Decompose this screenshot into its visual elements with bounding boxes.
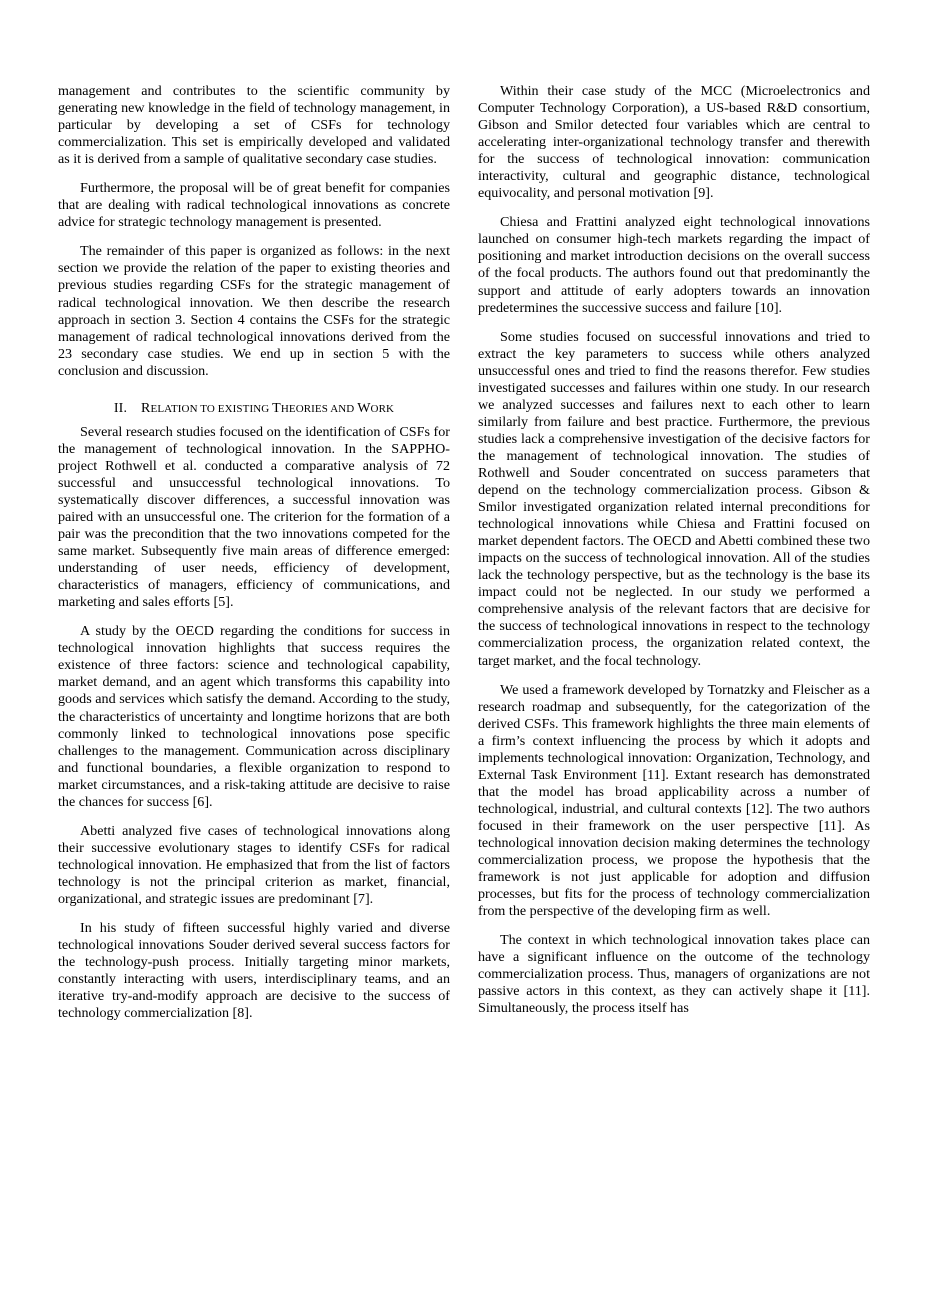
paragraph: Chiesa and Frattini analyzed eight technological innovations launched on consumer high-tech markets regarding the impact of positioning and market introduction decisions on the overall success of the focal products. The authors found out that predominantly the support and attitude of early adopters towards an innovation predetermines the successive success and failure [10]. (478, 214, 870, 316)
left-column (58, 83, 450, 1034)
paragraph: Several research studies focused on the identification of CSFs for the management of technological innovation. In the SAPPHO-project Rothwell et al. conducted a comparative analysis of 72 successful and unsuccessful technological innovations. To systematically discover differences, a successful innovation was paired with an unsuccessful one. The criterion for the formation of a pair was the precondition that the two innovations competed for the same market. Subsequently five main areas of difference emerged: understanding of user needs, efficiency of development, characteristics of managers, efficiency of communications, and marketing and sales efforts [5]. (58, 423, 450, 611)
heading-smallcaps: ORK (370, 402, 395, 415)
heading-cap: T (272, 400, 281, 416)
heading-smallcaps: HEORIES AND (280, 402, 358, 415)
section-number: II. (113, 400, 128, 416)
paragraph: The remainder of this paper is organized as follows: in the next section we provide the relation of the paper to existing theories and previous studies regarding CSFs for the strategic management of radical technological innovation. We then describe the research approach in section 3. Section 4 contains the CSFs for the strategic management of radical technological innovations derived from the 23 secondary case studies. We end up in section 5 with the conclusion and discussion. (58, 243, 450, 379)
right-column (478, 83, 870, 1029)
heading-cap: R (141, 400, 151, 416)
paragraph: Within their case study of the MCC (Microelectronics and Computer Technology Corporation), a US-based R&D consortium, Gibson and Smilor detected four variables which are central to accelerating inter-organizational technology transfer and therewith for the success of technological innovation: communication interactivity, cultural and geographic distance, technological equivocality, and personal motivation [9]. (478, 83, 870, 202)
paragraph: The context in which technological innovation takes place can have a significant influence on the outcome of the technology commercialization process. Thus, managers of organizations are not passive actors in this context, as they can actively shape it [11]. Simultaneously, the process itself has (478, 932, 870, 1017)
paragraph: Abetti analyzed five cases of technological innovations along their successive evolutionary stages to identify CSFs for radical technological innovation. He emphasized that from the list of factors technology is not the principal criterion as market, financial, organizational, and strategic issues are predominant [7]. (58, 822, 450, 907)
paragraph: management and contributes to the scientific community by generating new knowledge in the field of technology management, in particular by developing a set of CSFs for technology commercialization. This set is empirically developed and validated as it is derived from a sample of qualitative secondary case studies. (58, 83, 450, 168)
heading-smallcaps: ELATION TO EXISTING (150, 402, 273, 415)
section-heading (58, 400, 450, 418)
paragraph: Furthermore, the proposal will be of great benefit for companies that are dealing with radical technological innovations as concrete advice for strategic technology management is presented. (58, 180, 450, 231)
paragraph: Some studies focused on successful innovations and tried to extract the key parameters to success while others analyzed unsuccessful ones and tried to find the reasons therefor. Few studies investigated successes and failures within one study. In our research we analyzed successes and failures next to each other to learn similarly from failure and best practice. Furthermore, the previous studies lack a comprehensive investigation of the decisive factors for the management of technological innovation. The studies of Rothwell and Souder concentrated on success parameters that depend on the technology commercialization process. Gibson & Smilor investigated organization related internal preconditions for technological innovations while Chiesa and Frattini focused on market dependent factors. The OECD and Abetti combined these two impacts on the success of technological innovation. All of the studies lack the technology perspective, but as the technology is the base its impact could not be neglected. In our study we performed a comprehensive analysis of the relevant factors that are decisive for the success of technological innovations in respect to the technology commercialization process, the organization related context, the target market, and the focal technology. (478, 328, 870, 669)
heading-cap: W (357, 400, 371, 416)
paragraph: A study by the OECD regarding the conditions for success in technological innovation highlights that success requires the existence of three factors: science and technological capability, market demand, and an agent which transforms this capability into goods and services which satisfy the demand. According to the study, the characteristics of uncertainty and longtime horizons that are both commonly linked to technological innovations pose specific challenges to the management. Communication across disciplinary and functional boundaries, a flexible organization to respond to market circumstances, and a risk-taking attitude are decisive to raise the chances for success [6]. (58, 623, 450, 810)
paragraph: In his study of fifteen successful highly varied and diverse technological innovations Souder derived several success factors for the technology-push process. Initially targeting minor markets, constantly interacting with users, interdisciplinary teams, and an iterative try-and-modify approach are decisive to the success of technology commercialization [8]. (58, 920, 450, 1022)
paragraph: We used a framework developed by Tornatzky and Fleischer as a research roadmap and subsequently, for the categorization of the derived CSFs. This framework highlights the three main elements of a firm’s context influencing the process by which it adopts and implements technological innovation: Organization, Technology, and External Task Environment [11]. Extant research has demonstrated that the model has broad applicability across a number of technological, industrial, and cultural contexts [12]. The two authors focused in their framework on the user perspective [11]. As technological innovation decision making determines the technology commercialization process, we propose the hypothesis that the framework is not just applicable for adoption and diffusion processes, but fits for the process of technology commercialization from the perspective of the developing firm as well. (478, 681, 870, 920)
